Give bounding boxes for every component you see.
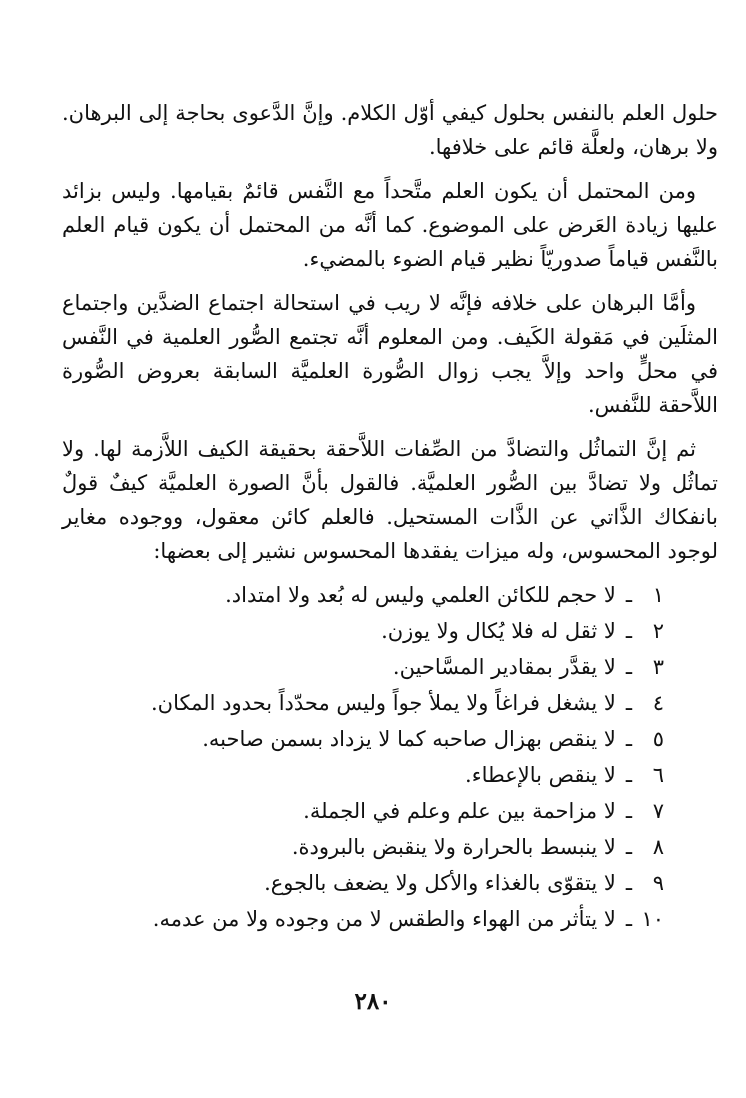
- list-item: [62, 758, 718, 794]
- list-separator: ـ: [625, 835, 632, 859]
- list-number: ١: [652, 583, 664, 607]
- list-item: [62, 794, 718, 830]
- list-separator: ـ: [625, 655, 632, 679]
- list-separator: ـ: [625, 763, 632, 787]
- list-number: ٤: [652, 691, 664, 715]
- list-number: ٨: [652, 835, 664, 859]
- list-item-text: لا مزاحمة بين علم وعلم في الجملة.: [303, 799, 616, 823]
- paragraph: حلول العلم بالنفس بحلول كيفي أوّل الكلام. وإنَّ الدَّعوى بحاجة إلى البرهان. ولا برهان، ولعلَّة قائم على خلافها.: [62, 101, 718, 159]
- list-item: [62, 578, 718, 614]
- list-item-text: لا يشغل فراغاً ولا يملأ جواً وليس محدّداً بحدود المكان.: [150, 691, 616, 715]
- list-item-text: لا ينبسط بالحرارة ولا ينقبض بالبرودة.: [291, 835, 616, 859]
- properties-list: [62, 578, 718, 938]
- list-number: ٩: [652, 871, 664, 895]
- list-separator: ـ: [625, 583, 632, 607]
- list-item: [62, 686, 718, 722]
- list-item: [62, 902, 718, 938]
- page-number: ٢٨٠: [354, 988, 392, 1015]
- list-item: [62, 650, 718, 686]
- list-separator: ـ: [625, 691, 632, 715]
- list-item-text: لا ينقص بالإعطاء.: [465, 763, 616, 787]
- list-separator: ـ: [625, 799, 632, 823]
- list-item-text: لا يقدَّر بمقادير المسَّاحين.: [392, 655, 616, 679]
- list-item: [62, 830, 718, 866]
- list-item-text: لا ينقص بهزال صاحبه كما لا يزداد بسمن صاحبه.: [202, 727, 616, 751]
- list-separator: ـ: [625, 871, 632, 895]
- list-item-text: لا يتأثر من الهواء والطقس لا من وجوده ولا من عدمه.: [152, 907, 616, 931]
- list-number: ١٠: [641, 907, 664, 931]
- list-item-text: لا حجم للكائن العلمي وليس له بُعد ولا امتداد.: [225, 583, 616, 607]
- list-item: [62, 722, 718, 758]
- paragraph: ثم إنَّ التماثُل والتضادَّ من الصِّفات اللاَّحقة بحقيقة الكيف اللاَّزمة لها. ولا تماثُل ولا تضادَّ بين الصُّور العلميَّة. فالقول بأنَّ الصورة العلميَّة كيفٌ قولٌ بانفكاك الذَّاتي عن الذَّات المستحيل. فالعلم كائن معقول، ووجوده مغاير لوجود المحسوس، وله ميزات يفقدها المحسوس نشير إلى بعضها:: [62, 437, 718, 563]
- paragraph: وأمَّا البرهان على خلافه فإنَّه لا ريب في استحالة اجتماع الضدَّين واجتماع المثلَين في مَقولة الكَيف. ومن المعلوم أنَّه تجتمع الصُّور العلمية في النَّفس في محلٍّ واحد وإلاَّ يجب زوال الصُّورة العلميَّة السابقة بعروض الصُّورة اللاَّحقة للنَّفس.: [62, 291, 718, 417]
- body-text: [62, 96, 718, 938]
- list-number: ٦: [652, 763, 664, 787]
- list-separator: ـ: [625, 619, 632, 643]
- list-number: ٢: [652, 619, 664, 643]
- list-separator: ـ: [625, 727, 632, 751]
- list-number: ٥: [652, 727, 664, 751]
- list-separator: ـ: [625, 907, 632, 931]
- list-item: [62, 866, 718, 902]
- paragraph: ومن المحتمل أن يكون العلم متَّحداً مع النَّفس قائمٌ بقيامها. وليس بزائد عليها زيادة العَرض على الموضوع. كما أنَّه من المحتمل أن يكون قيام العلم بالنَّفس قياماً صدوريّاً نظير قيام الضوء بالمضيء.: [62, 179, 718, 271]
- list-number: ٣: [652, 655, 664, 679]
- list-item-text: لا ثقل له فلا يُكال ولا يوزن.: [381, 619, 616, 643]
- list-number: ٧: [652, 799, 664, 823]
- list-item: [62, 614, 718, 650]
- list-item-text: لا يتقوّى بالغذاء والأكل ولا يضعف بالجوع.: [264, 871, 616, 895]
